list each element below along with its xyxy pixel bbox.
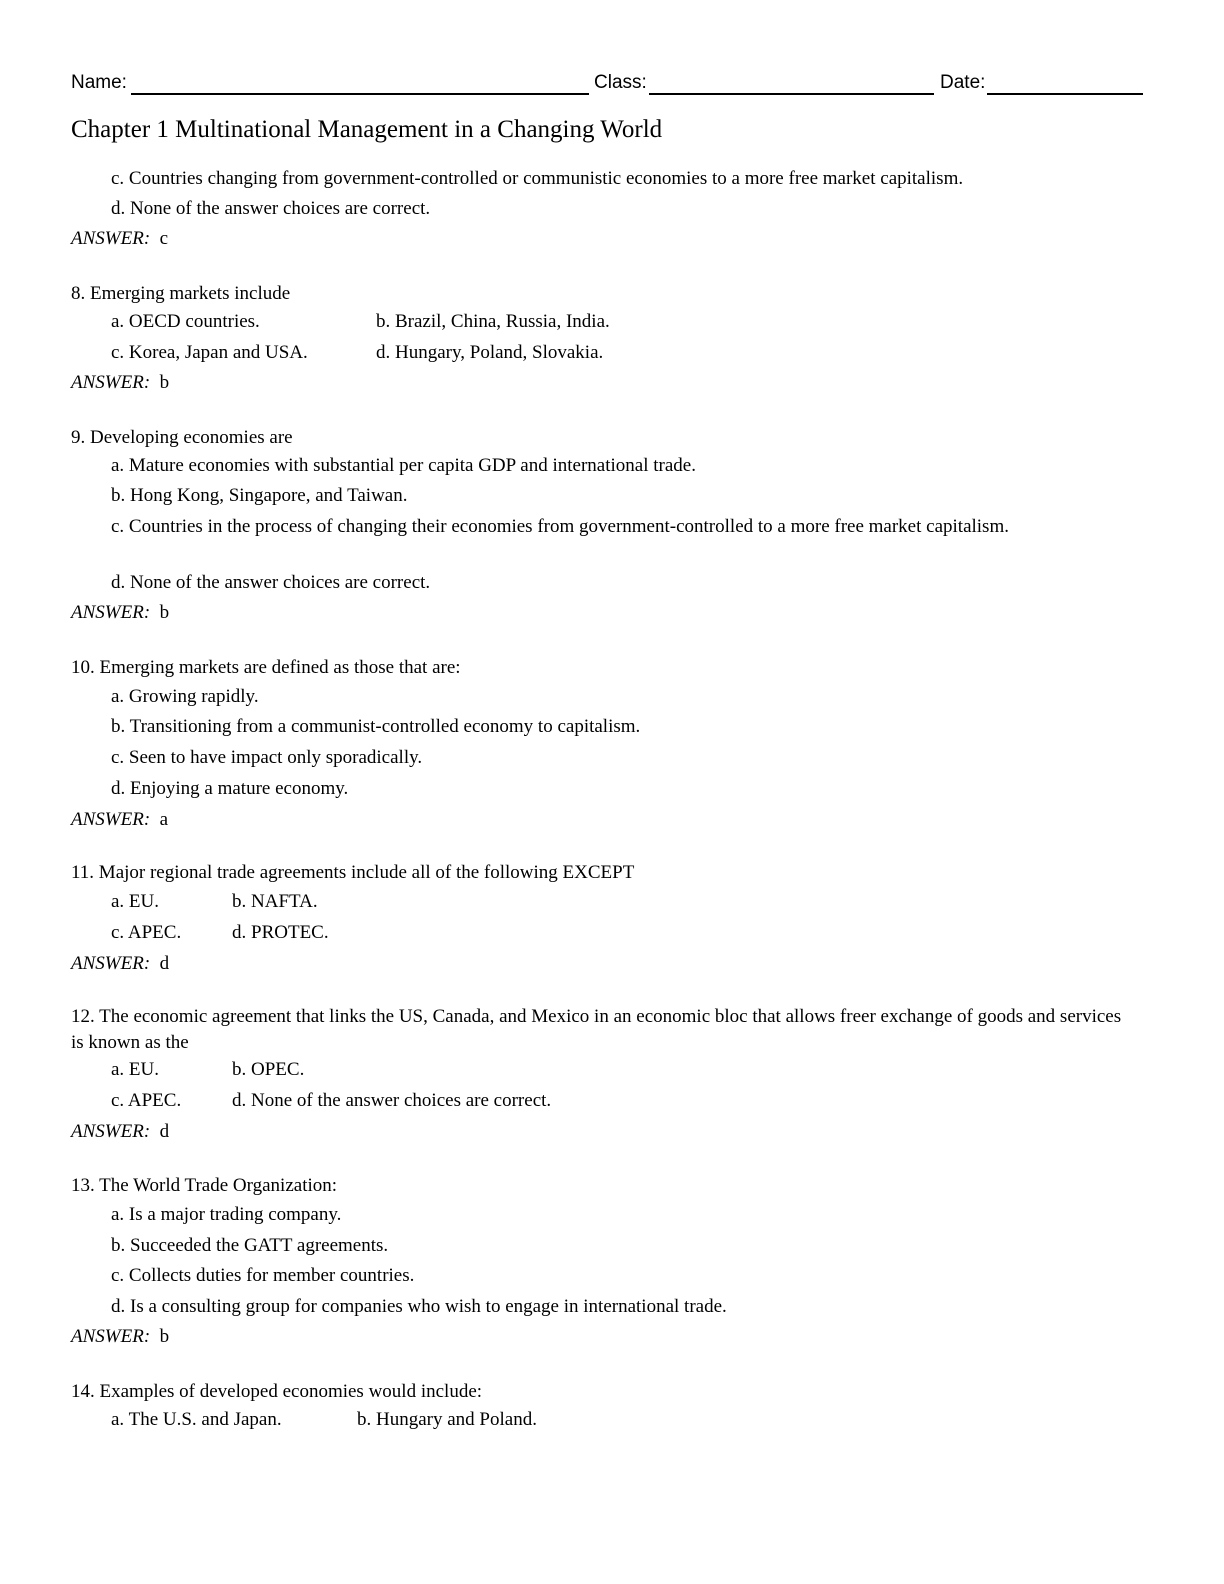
class-field-line xyxy=(649,93,934,95)
answer-value: b xyxy=(159,372,170,393)
option-a: a. Is a major trading company. xyxy=(111,1204,342,1225)
option-d: d. Is a consulting group for companies who wish to engage in international trade. xyxy=(111,1296,727,1317)
option-c: c. Collects duties for member countries. xyxy=(111,1265,415,1286)
option-c: c. APEC. xyxy=(111,922,182,943)
answer-value: a xyxy=(159,809,169,830)
option-b: b. Hong Kong, Singapore, and Taiwan. xyxy=(111,485,408,506)
option-c: c. APEC. xyxy=(111,1090,182,1111)
answer-label: ANSWER: xyxy=(71,953,151,974)
option-d: d. None of the answer choices are correct. xyxy=(111,198,431,219)
answer-line xyxy=(71,226,168,252)
option-a: a. Mature economies with substantial per capita GDP and international trade. xyxy=(111,455,696,476)
question-stem: 14. Examples of developed economies would include: xyxy=(71,1381,483,1402)
class-label: Class: xyxy=(594,72,647,93)
answer-line xyxy=(71,951,169,977)
answer-line xyxy=(71,807,168,833)
answer-line xyxy=(71,600,169,626)
answer-value: b xyxy=(159,602,170,623)
chapter-title: Chapter 1 Multinational Management in a Changing World xyxy=(71,116,663,143)
option-b: b. Transitioning from a communist-controlled economy to capitalism. xyxy=(111,716,641,737)
option-d: d. None of the answer choices are correct. xyxy=(232,1090,552,1111)
option-d: d. Hungary, Poland, Slovakia. xyxy=(376,342,604,363)
answer-label: ANSWER: xyxy=(71,1121,151,1142)
answer-value: d xyxy=(159,1121,170,1142)
option-b: b. Brazil, China, Russia, India. xyxy=(376,311,610,332)
option-c: c. Seen to have impact only sporadically. xyxy=(111,747,423,768)
option-b: b. OPEC. xyxy=(232,1059,305,1080)
option-a: a. Growing rapidly. xyxy=(111,686,259,707)
option-b: b. Hungary and Poland. xyxy=(357,1409,537,1430)
question-stem: 8. Emerging markets include xyxy=(71,283,291,304)
student-info-header xyxy=(71,68,1143,96)
option-d: d. PROTEC. xyxy=(232,922,329,943)
answer-line xyxy=(71,1324,169,1350)
answer-label: ANSWER: xyxy=(71,1326,151,1347)
answer-value: c xyxy=(159,228,169,249)
answer-label: ANSWER: xyxy=(71,372,151,393)
question-stem: 12. The economic agreement that links the US, Canada, and Mexico in an economic bloc that allows freer exchange of goods and services is known as the xyxy=(71,1006,1122,1053)
answer-line xyxy=(71,370,169,396)
option-d: d. Enjoying a mature economy. xyxy=(111,778,349,799)
answer-label: ANSWER: xyxy=(71,602,151,623)
answer-label: ANSWER: xyxy=(71,228,151,249)
option-c: c. Korea, Japan and USA. xyxy=(111,342,308,363)
option-b: b. Succeeded the GATT agreements. xyxy=(111,1235,389,1256)
option-a: a. OECD countries. xyxy=(111,311,260,332)
option-a: a. The U.S. and Japan. xyxy=(111,1409,282,1430)
question-stem: 10. Emerging markets are defined as those that are: xyxy=(71,657,461,678)
answer-label: ANSWER: xyxy=(71,809,151,830)
name-label: Name: xyxy=(71,72,127,93)
option-c: c. Countries changing from government-controlled or communistic economies to a more free market capitalism. xyxy=(111,168,964,189)
question-stem: 11. Major regional trade agreements include all of the following EXCEPT xyxy=(71,862,635,883)
option-d: d. None of the answer choices are correct. xyxy=(111,572,431,593)
date-label: Date: xyxy=(940,72,986,93)
page-footer xyxy=(86,1460,1156,1470)
question-stem: 13. The World Trade Organization: xyxy=(71,1175,338,1196)
option-b: b. NAFTA. xyxy=(232,891,318,912)
name-field-line xyxy=(131,93,589,95)
option-c: c. Countries in the process of changing their economies from government-controlled to a more free market capitalism. xyxy=(111,516,1009,537)
answer-line xyxy=(71,1119,169,1145)
option-a: a. EU. xyxy=(111,891,160,912)
question-stem: 9. Developing economies are xyxy=(71,427,293,448)
option-a: a. EU. xyxy=(111,1059,160,1080)
answer-value: d xyxy=(159,953,170,974)
answer-value: b xyxy=(159,1326,170,1347)
date-field-line xyxy=(987,93,1143,95)
